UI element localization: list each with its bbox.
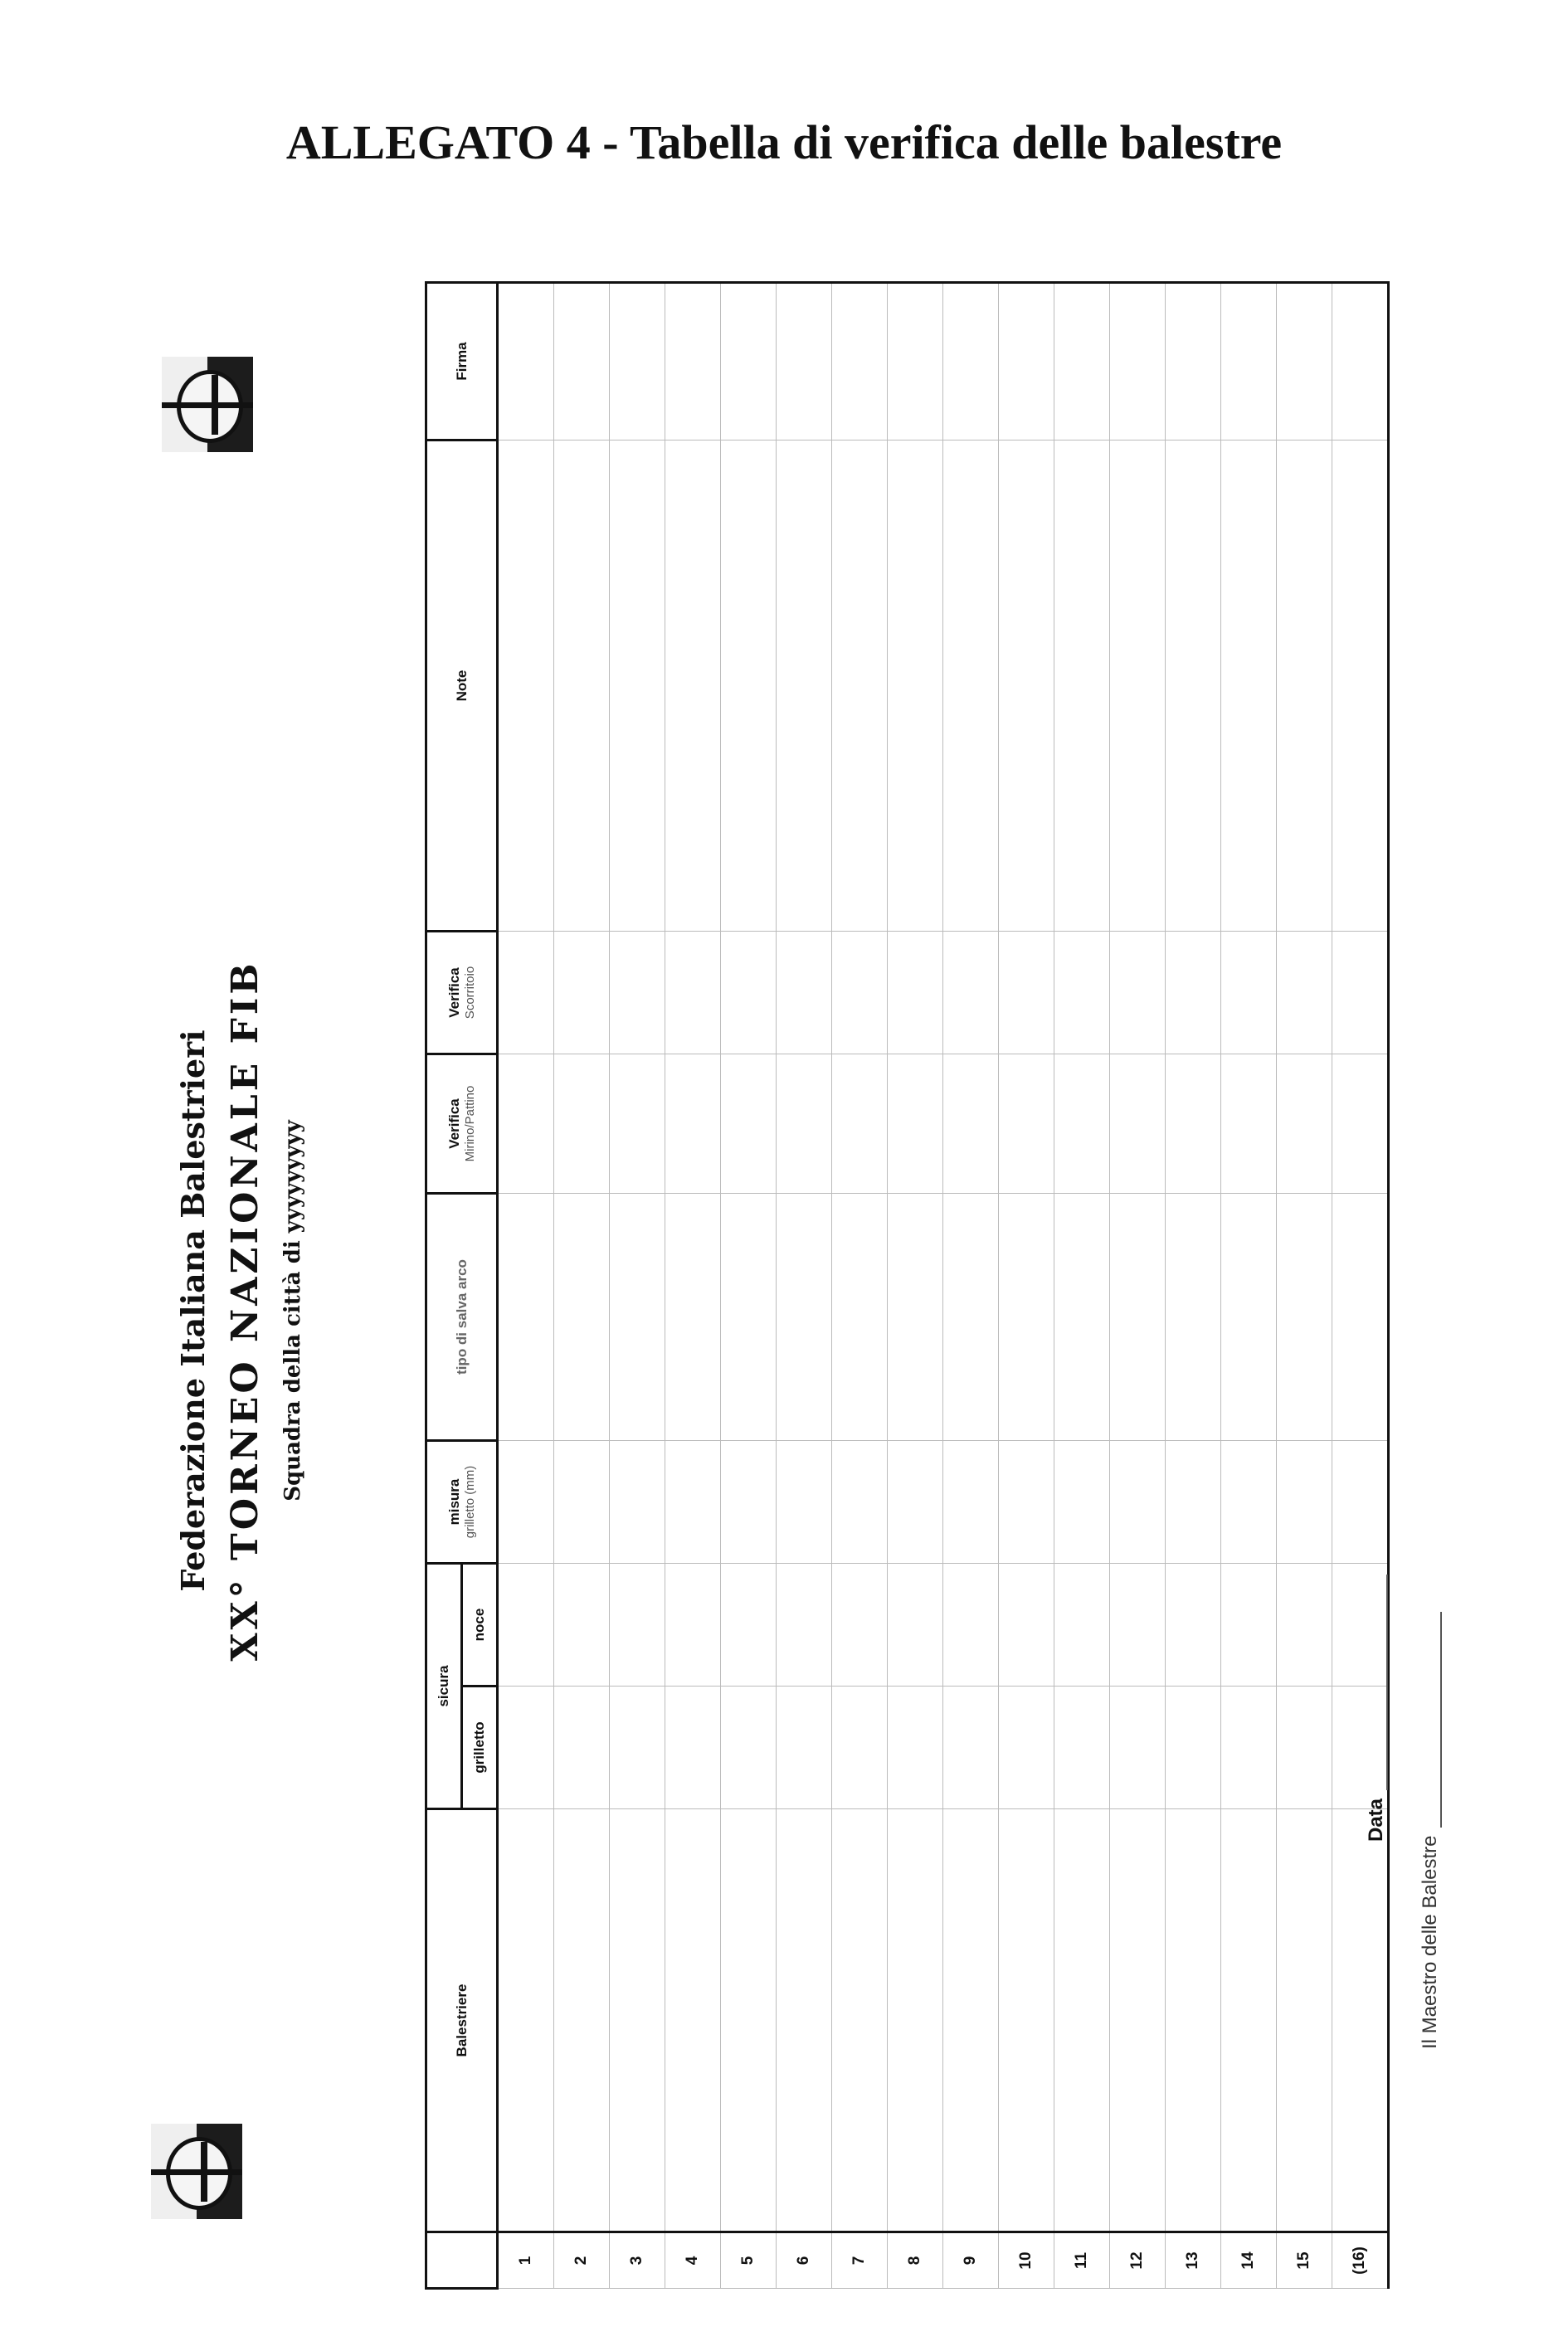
- cell-sicura-noce[interactable]: [1221, 1564, 1277, 1687]
- cell-note[interactable]: [721, 441, 777, 932]
- header-firma: Firma: [426, 283, 498, 441]
- cell-balestriere[interactable]: [1221, 1809, 1277, 2232]
- header-verifica-mirino: [426, 1054, 498, 1194]
- row-number: 9: [943, 2232, 999, 2289]
- table-row: [943, 283, 999, 2289]
- table-row: [721, 283, 777, 2289]
- cell-verifica-scorritoio[interactable]: [1166, 932, 1221, 1054]
- cell-firma[interactable]: [1277, 283, 1332, 441]
- cell-sicura-grilletto[interactable]: [777, 1687, 832, 1809]
- cell-tipo-salva-arco[interactable]: [1166, 1194, 1221, 1441]
- cell-verifica-mirino[interactable]: [888, 1054, 943, 1194]
- cell-note[interactable]: [1221, 441, 1277, 932]
- cell-tipo-salva-arco[interactable]: [1221, 1194, 1277, 1441]
- cell-balestriere[interactable]: [498, 1809, 554, 2232]
- cell-note[interactable]: [1054, 441, 1110, 932]
- cell-note[interactable]: [1110, 441, 1166, 932]
- verification-table: [425, 281, 1390, 2290]
- cell-note[interactable]: [665, 441, 721, 932]
- cell-tipo-salva-arco[interactable]: [1332, 1194, 1389, 1441]
- maestro-signature-line[interactable]: [1440, 1612, 1442, 1828]
- page-title: ALLEGATO 4 - Tabella di verifica delle balestre: [285, 115, 1283, 169]
- header-sicura-grilletto: grilletto: [462, 1687, 498, 1809]
- header-verifica-mirino-label: Verifica: [446, 1098, 462, 1149]
- header-balestriere: Balestriere: [426, 1809, 498, 2232]
- header-number: [426, 2232, 498, 2289]
- cell-sicura-noce[interactable]: [498, 1564, 554, 1687]
- data-label: Data: [1365, 1798, 1387, 1842]
- cell-note[interactable]: [943, 441, 999, 932]
- table-row: [554, 283, 610, 2289]
- cell-verifica-mirino[interactable]: [1277, 1054, 1332, 1194]
- cell-note[interactable]: [999, 441, 1054, 932]
- cell-sicura-noce[interactable]: [1277, 1564, 1332, 1687]
- header-misura: [426, 1441, 498, 1564]
- cell-sicura-grilletto[interactable]: [498, 1687, 554, 1809]
- cell-misura[interactable]: [498, 1441, 554, 1564]
- cell-tipo-salva-arco[interactable]: [1110, 1194, 1166, 1441]
- cell-verifica-mirino[interactable]: [554, 1054, 610, 1194]
- cell-sicura-grilletto[interactable]: [943, 1687, 999, 1809]
- cell-verifica-scorritoio[interactable]: [498, 932, 554, 1054]
- cell-verifica-mirino[interactable]: [999, 1054, 1054, 1194]
- cell-verifica-scorritoio[interactable]: [554, 932, 610, 1054]
- cell-sicura-grilletto[interactable]: [1332, 1687, 1389, 1809]
- cell-sicura-grilletto[interactable]: [1221, 1687, 1277, 1809]
- row-number: (16): [1332, 2232, 1389, 2289]
- header-verifica-scorritoio: [426, 932, 498, 1054]
- cell-verifica-scorritoio[interactable]: [832, 932, 888, 1054]
- cell-misura[interactable]: [1166, 1441, 1221, 1564]
- cell-verifica-scorritoio[interactable]: [1221, 932, 1277, 1054]
- cell-sicura-grilletto[interactable]: [721, 1687, 777, 1809]
- cell-note[interactable]: [1277, 441, 1332, 932]
- cell-misura[interactable]: [721, 1441, 777, 1564]
- cell-misura[interactable]: [1332, 1441, 1389, 1564]
- cell-sicura-grilletto[interactable]: [999, 1687, 1054, 1809]
- cell-note[interactable]: [1332, 441, 1389, 932]
- cell-verifica-mirino[interactable]: [777, 1054, 832, 1194]
- cell-balestriere[interactable]: [1110, 1809, 1166, 2232]
- cell-note[interactable]: [1166, 441, 1221, 932]
- row-number: 12: [1110, 2232, 1166, 2289]
- cell-verifica-mirino[interactable]: [1110, 1054, 1166, 1194]
- cell-sicura-noce[interactable]: [610, 1564, 665, 1687]
- row-number: 6: [777, 2232, 832, 2289]
- cell-balestriere[interactable]: [665, 1809, 721, 2232]
- cell-sicura-grilletto[interactable]: [1166, 1687, 1221, 1809]
- cell-verifica-mirino[interactable]: [1332, 1054, 1389, 1194]
- cell-sicura-noce[interactable]: [1054, 1564, 1110, 1687]
- cell-tipo-salva-arco[interactable]: [554, 1194, 610, 1441]
- cell-misura[interactable]: [943, 1441, 999, 1564]
- table-body: [498, 283, 1389, 2289]
- table-header-row: [426, 283, 462, 2289]
- cell-verifica-mirino[interactable]: [665, 1054, 721, 1194]
- cell-misura[interactable]: [832, 1441, 888, 1564]
- table-row: [1166, 283, 1221, 2289]
- row-number: 5: [721, 2232, 777, 2289]
- cell-firma[interactable]: [943, 283, 999, 441]
- cell-sicura-noce[interactable]: [1332, 1564, 1389, 1687]
- header-tipo-salva-arco: tipo di salva arco: [426, 1194, 498, 1441]
- cell-balestriere[interactable]: [1277, 1809, 1332, 2232]
- cell-firma[interactable]: [721, 283, 777, 441]
- cell-sicura-noce[interactable]: [832, 1564, 888, 1687]
- table-row: [888, 283, 943, 2289]
- cell-note[interactable]: [610, 441, 665, 932]
- row-number: 7: [832, 2232, 888, 2289]
- cell-verifica-scorritoio[interactable]: [777, 932, 832, 1054]
- cell-misura[interactable]: [1110, 1441, 1166, 1564]
- cell-verifica-mirino[interactable]: [1221, 1054, 1277, 1194]
- header-verifica-scorritoio-label: Verifica: [446, 967, 462, 1018]
- maestro-label: Il Maestro delle Balestre: [1419, 1835, 1441, 2049]
- cell-tipo-salva-arco[interactable]: [943, 1194, 999, 1441]
- cell-tipo-salva-arco[interactable]: [777, 1194, 832, 1441]
- cell-balestriere[interactable]: [777, 1809, 832, 2232]
- cell-misura[interactable]: [1054, 1441, 1110, 1564]
- cell-balestriere[interactable]: [554, 1809, 610, 2232]
- cell-tipo-salva-arco[interactable]: [888, 1194, 943, 1441]
- cell-verifica-scorritoio[interactable]: [999, 932, 1054, 1054]
- table-row: [1332, 283, 1389, 2289]
- cell-balestriere[interactable]: [1054, 1809, 1110, 2232]
- row-number: 3: [610, 2232, 665, 2289]
- cell-verifica-scorritoio[interactable]: [610, 932, 665, 1054]
- cell-sicura-noce[interactable]: [721, 1564, 777, 1687]
- cell-balestriere[interactable]: [999, 1809, 1054, 2232]
- row-number: 15: [1277, 2232, 1332, 2289]
- cell-firma[interactable]: [1110, 283, 1166, 441]
- row-number: 10: [999, 2232, 1054, 2289]
- row-number: 14: [1221, 2232, 1277, 2289]
- cell-tipo-salva-arco[interactable]: [665, 1194, 721, 1441]
- table-row: [999, 283, 1054, 2289]
- row-number: 2: [554, 2232, 610, 2289]
- cell-misura[interactable]: [1277, 1441, 1332, 1564]
- cell-tipo-salva-arco[interactable]: [999, 1194, 1054, 1441]
- header-verifica-scorritoio-sub: Scorritoio: [463, 966, 477, 1020]
- cell-note[interactable]: [832, 441, 888, 932]
- table-row: [665, 283, 721, 2289]
- cell-firma[interactable]: [1054, 283, 1110, 441]
- cell-note[interactable]: [777, 441, 832, 932]
- header-sicura-noce: noce: [462, 1564, 498, 1687]
- table-row: [1277, 283, 1332, 2289]
- row-number: 8: [888, 2232, 943, 2289]
- cell-balestriere[interactable]: [832, 1809, 888, 2232]
- cell-tipo-salva-arco[interactable]: [1277, 1194, 1332, 1441]
- cell-sicura-noce[interactable]: [777, 1564, 832, 1687]
- cell-verifica-scorritoio[interactable]: [721, 932, 777, 1054]
- cell-tipo-salva-arco[interactable]: [721, 1194, 777, 1441]
- cell-verifica-mirino[interactable]: [1054, 1054, 1110, 1194]
- cell-firma[interactable]: [832, 283, 888, 441]
- header-misura-label: misura: [446, 1478, 462, 1526]
- cell-verifica-mirino[interactable]: [721, 1054, 777, 1194]
- cell-verifica-scorritoio[interactable]: [1332, 932, 1389, 1054]
- verification-table-wrapper: [425, 342, 1412, 2290]
- cell-sicura-grilletto[interactable]: [888, 1687, 943, 1809]
- cell-sicura-grilletto[interactable]: [1110, 1687, 1166, 1809]
- cell-verifica-scorritoio[interactable]: [888, 932, 943, 1054]
- cell-note[interactable]: [554, 441, 610, 932]
- cell-sicura-noce[interactable]: [943, 1564, 999, 1687]
- cell-verifica-scorritoio[interactable]: [1110, 932, 1166, 1054]
- header-sicura: sicura: [426, 1564, 462, 1809]
- cell-sicura-noce[interactable]: [888, 1564, 943, 1687]
- cell-balestriere[interactable]: [888, 1809, 943, 2232]
- cell-misura[interactable]: [999, 1441, 1054, 1564]
- cell-note[interactable]: [498, 441, 554, 932]
- cell-balestriere[interactable]: [610, 1809, 665, 2232]
- header-misura-sub: grilletto (mm): [463, 1465, 477, 1539]
- cell-misura[interactable]: [777, 1441, 832, 1564]
- row-number: 11: [1054, 2232, 1110, 2289]
- header-verifica-mirino-sub: Mirino/Pattino: [463, 1085, 477, 1162]
- table-row: [1221, 283, 1277, 2289]
- cell-balestriere[interactable]: [1166, 1809, 1221, 2232]
- cell-verifica-mirino[interactable]: [610, 1054, 665, 1194]
- cell-firma[interactable]: [777, 283, 832, 441]
- table-row: [1054, 283, 1110, 2289]
- cell-misura[interactable]: [888, 1441, 943, 1564]
- cell-verifica-scorritoio[interactable]: [1054, 932, 1110, 1054]
- header-note: Note: [426, 441, 498, 932]
- table-row: [498, 283, 554, 2289]
- form-heading: [100, 730, 373, 1891]
- cell-verifica-scorritoio[interactable]: [1277, 932, 1332, 1054]
- cell-firma[interactable]: [888, 283, 943, 441]
- cell-sicura-noce[interactable]: [1110, 1564, 1166, 1687]
- cell-sicura-noce[interactable]: [665, 1564, 721, 1687]
- rotated-form: [100, 342, 1368, 2290]
- cell-balestriere[interactable]: [721, 1809, 777, 2232]
- cell-firma[interactable]: [554, 283, 610, 441]
- cell-verifica-mirino[interactable]: [498, 1054, 554, 1194]
- table-row: [777, 283, 832, 2289]
- row-number: 13: [1166, 2232, 1221, 2289]
- cell-tipo-salva-arco[interactable]: [610, 1194, 665, 1441]
- cell-firma[interactable]: [999, 283, 1054, 441]
- table-row: [610, 283, 665, 2289]
- cell-misura[interactable]: [1221, 1441, 1277, 1564]
- federation-name: Federazione Italiana Balestrieri: [174, 1029, 212, 1592]
- squad-line: Squadra della città di yyyyyyyyy: [280, 1120, 305, 1502]
- cell-sicura-noce[interactable]: [1166, 1564, 1221, 1687]
- cell-sicura-noce[interactable]: [999, 1564, 1054, 1687]
- cell-verifica-scorritoio[interactable]: [665, 932, 721, 1054]
- cell-firma[interactable]: [665, 283, 721, 441]
- cell-sicura-grilletto[interactable]: [610, 1687, 665, 1809]
- table-row: [1110, 283, 1166, 2289]
- cell-firma[interactable]: [1166, 283, 1221, 441]
- cell-sicura-grilletto[interactable]: [832, 1687, 888, 1809]
- row-number: 4: [665, 2232, 721, 2289]
- cell-balestriere[interactable]: [1332, 1809, 1389, 2232]
- cell-sicura-grilletto[interactable]: [1054, 1687, 1110, 1809]
- cell-tipo-salva-arco[interactable]: [1054, 1194, 1110, 1441]
- cell-firma[interactable]: [610, 283, 665, 441]
- cell-verifica-mirino[interactable]: [943, 1054, 999, 1194]
- cell-note[interactable]: [888, 441, 943, 932]
- cell-misura[interactable]: [665, 1441, 721, 1564]
- cell-misura[interactable]: [610, 1441, 665, 1564]
- cell-sicura-grilletto[interactable]: [554, 1687, 610, 1809]
- table-row: [832, 283, 888, 2289]
- cell-verifica-scorritoio[interactable]: [943, 932, 999, 1054]
- cell-tipo-salva-arco[interactable]: [832, 1194, 888, 1441]
- cell-tipo-salva-arco[interactable]: [498, 1194, 554, 1441]
- cell-balestriere[interactable]: [943, 1809, 999, 2232]
- cell-firma[interactable]: [1221, 283, 1277, 441]
- cell-sicura-noce[interactable]: [554, 1564, 610, 1687]
- tournament-name: XX° TORNEO NAZIONALE FIB: [224, 960, 266, 1662]
- cell-sicura-grilletto[interactable]: [665, 1687, 721, 1809]
- cell-verifica-mirino[interactable]: [1166, 1054, 1221, 1194]
- cell-misura[interactable]: [554, 1441, 610, 1564]
- cell-sicura-grilletto[interactable]: [1277, 1687, 1332, 1809]
- row-number: 1: [498, 2232, 554, 2289]
- cell-verifica-mirino[interactable]: [832, 1054, 888, 1194]
- cell-firma[interactable]: [498, 283, 554, 441]
- cell-firma[interactable]: [1332, 283, 1389, 441]
